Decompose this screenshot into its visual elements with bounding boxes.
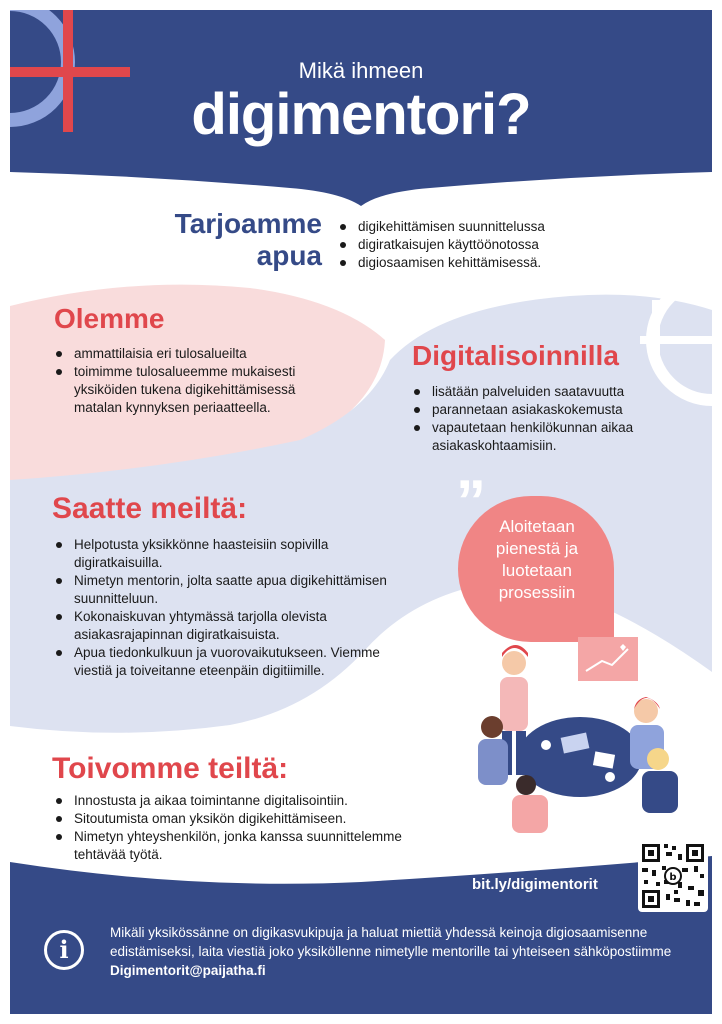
- svg-text:b: b: [669, 872, 677, 883]
- list-item: Apua tiedonkulkuun ja vuorovaikutukseen. Viemme viestiä ja toiveitanne eteenpäin digitiimille.: [52, 644, 392, 680]
- olemme-list: [52, 345, 302, 417]
- list-item: Kokonaiskuvan yhtymässä tarjolla olevista asiakasrajapinnan digiratkaisuista.: [52, 608, 392, 644]
- qr-code-icon[interactable]: [638, 840, 708, 912]
- team-illustration: [470, 635, 690, 840]
- saatte-heading: Saatte meiltä:: [52, 492, 248, 525]
- info-text: [110, 923, 700, 980]
- list-item: vapautetaan henkilökunnan aikaa asiakaskohtaamisiin.: [410, 419, 690, 455]
- olemme-heading: Olemme: [54, 303, 165, 334]
- header-title: digimentori?: [191, 82, 531, 147]
- offer-list: [336, 218, 636, 272]
- list-item: Innostusta ja aikaa toimintanne digitalisointiin.: [52, 792, 422, 810]
- list-item: Sitoutumista oman yksikön digikehittämiseen.: [52, 810, 422, 828]
- offer-heading-line2: apua: [256, 240, 322, 271]
- list-item: parannetaan asiakaskokemusta: [410, 401, 690, 419]
- list-item: toimimme tulosalueemme mukaisesti yksiköiden tukena digikehittämisessä matalan kynnyksen periaatteella.: [52, 363, 302, 417]
- offer-heading: [110, 208, 322, 272]
- list-item: lisätään palveluiden saatavuutta: [410, 383, 690, 401]
- toivomme-heading: Toivomme teiltä:: [52, 752, 289, 785]
- header-subtitle: Mikä ihmeen: [298, 58, 424, 83]
- toivomme-list: [52, 792, 422, 864]
- list-item: digiratkaisujen käyttöönotossa: [336, 236, 636, 254]
- poster: [10, 10, 712, 1014]
- quote-mark-icon: ”: [456, 468, 486, 535]
- contact-email[interactable]: Digimentorit@paijatha.fi: [110, 963, 266, 978]
- list-item: Nimetyn yhteyshenkilön, jonka kanssa suunnittelemme tehtävää työtä.: [52, 828, 422, 864]
- qr-code-graphic: [638, 840, 708, 912]
- list-item: ammattilaisia eri tulosalueilta: [52, 345, 302, 363]
- info-icon: i: [44, 930, 84, 970]
- quote-text: Aloitetaan pienestä ja luotetaan prosessiin: [495, 517, 579, 602]
- list-item: digikehittämisen suunnittelussa: [336, 218, 636, 236]
- info-text-body: Mikäli yksikössänne on digikasvukipuja ja haluat miettiä yhdessä keinoja digiosaamisenne edistämiseksi, laita viestiä joko yksiköllenne nimetylle mentorille tai yhteiseen sähköpostiimme: [110, 925, 672, 959]
- digitalisoinnilla-heading: Digitalisoinnilla: [412, 340, 619, 371]
- list-item: digiosaamisen kehittämisessä.: [336, 254, 636, 272]
- saatte-list: [52, 536, 392, 680]
- list-item: Nimetyn mentorin, jolta saatte apua digikehittämisen suunnitteluun.: [52, 572, 392, 608]
- digitalisoinnilla-list: [410, 383, 690, 455]
- short-link[interactable]: bit.ly/digimentorit: [472, 876, 598, 893]
- offer-heading-line1: Tarjoamme: [174, 208, 322, 239]
- list-item: Helpotusta yksikkönne haasteisiin sopivilla digiratkaisuilla.: [52, 536, 392, 572]
